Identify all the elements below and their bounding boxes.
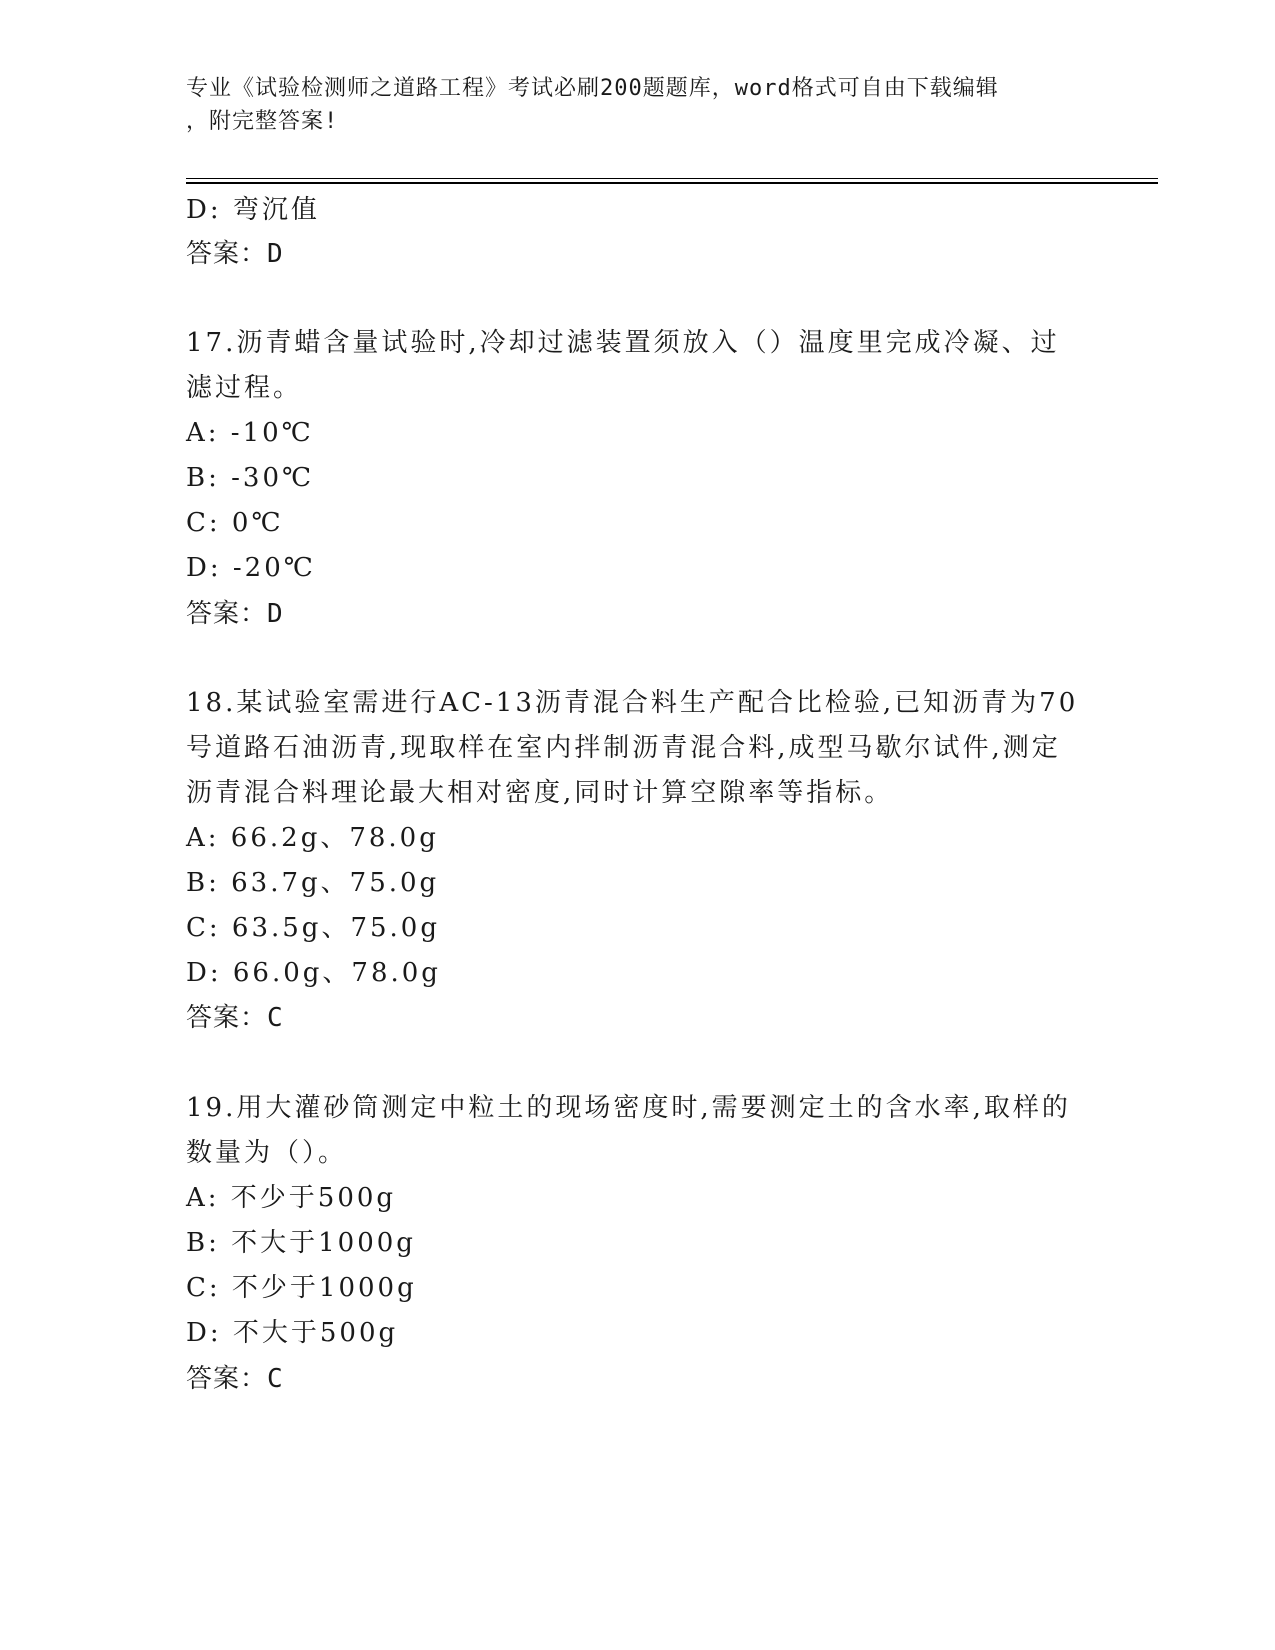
document-header xyxy=(186,72,1076,138)
q18-stem-line-2: 号道路石油沥青,现取样在室内拌制沥青混合料,成型马歇尔试件,测定 xyxy=(186,733,1061,763)
q18-option-d: D: 66.0g、78.0g xyxy=(186,958,441,988)
q17-option-b: B: -30℃ xyxy=(186,463,315,493)
header-line-2: ，附完整答案! xyxy=(186,109,339,134)
q17-answer: 答案：D xyxy=(186,599,284,629)
prev-answer: 答案：D xyxy=(186,239,284,269)
header-line-1: 专业《试验检测师之道路工程》考试必刷200题题库，word格式可自由下载编辑 xyxy=(186,76,999,101)
q17-stem-line-2: 滤过程。 xyxy=(186,373,303,403)
q18-stem-line-1: 18.某试验室需进行AC-13沥青混合料生产配合比检验,已知沥青为70 xyxy=(186,688,1079,718)
q19-stem-line-1: 19.用大灌砂筒测定中粒土的现场密度时,需要测定土的含水率,取样的 xyxy=(186,1093,1071,1123)
header-divider-thick xyxy=(186,182,1158,184)
q19-option-c: C: 不少于1000g xyxy=(186,1273,417,1303)
q19-option-b: B: 不大于1000g xyxy=(186,1228,416,1258)
q19-option-a: A: 不少于500g xyxy=(186,1183,397,1213)
q18-option-c: C: 63.5g、75.0g xyxy=(186,913,440,943)
q18-option-b: B: 63.7g、75.0g xyxy=(186,868,440,898)
q18-stem-line-3: 沥青混合料理论最大相对密度,同时计算空隙率等指标。 xyxy=(186,778,894,808)
prev-option-d: D: 弯沉值 xyxy=(186,195,320,225)
q18-answer: 答案：C xyxy=(186,1003,284,1033)
q19-option-d: D: 不大于500g xyxy=(186,1318,399,1348)
q17-stem-line-1: 17.沥青蜡含量试验时,冷却过滤装置须放入（）温度里完成冷凝、过 xyxy=(186,328,1060,358)
q17-option-d: D: -20℃ xyxy=(186,553,316,583)
q18-option-a: A: 66.2g、78.0g xyxy=(186,823,439,853)
q17-option-a: A: -10℃ xyxy=(186,418,314,448)
q19-stem-line-2: 数量为（）。 xyxy=(186,1138,348,1168)
q19-answer: 答案：C xyxy=(186,1364,284,1394)
header-divider-thin xyxy=(186,178,1158,179)
q17-option-c: C: 0℃ xyxy=(186,508,284,538)
